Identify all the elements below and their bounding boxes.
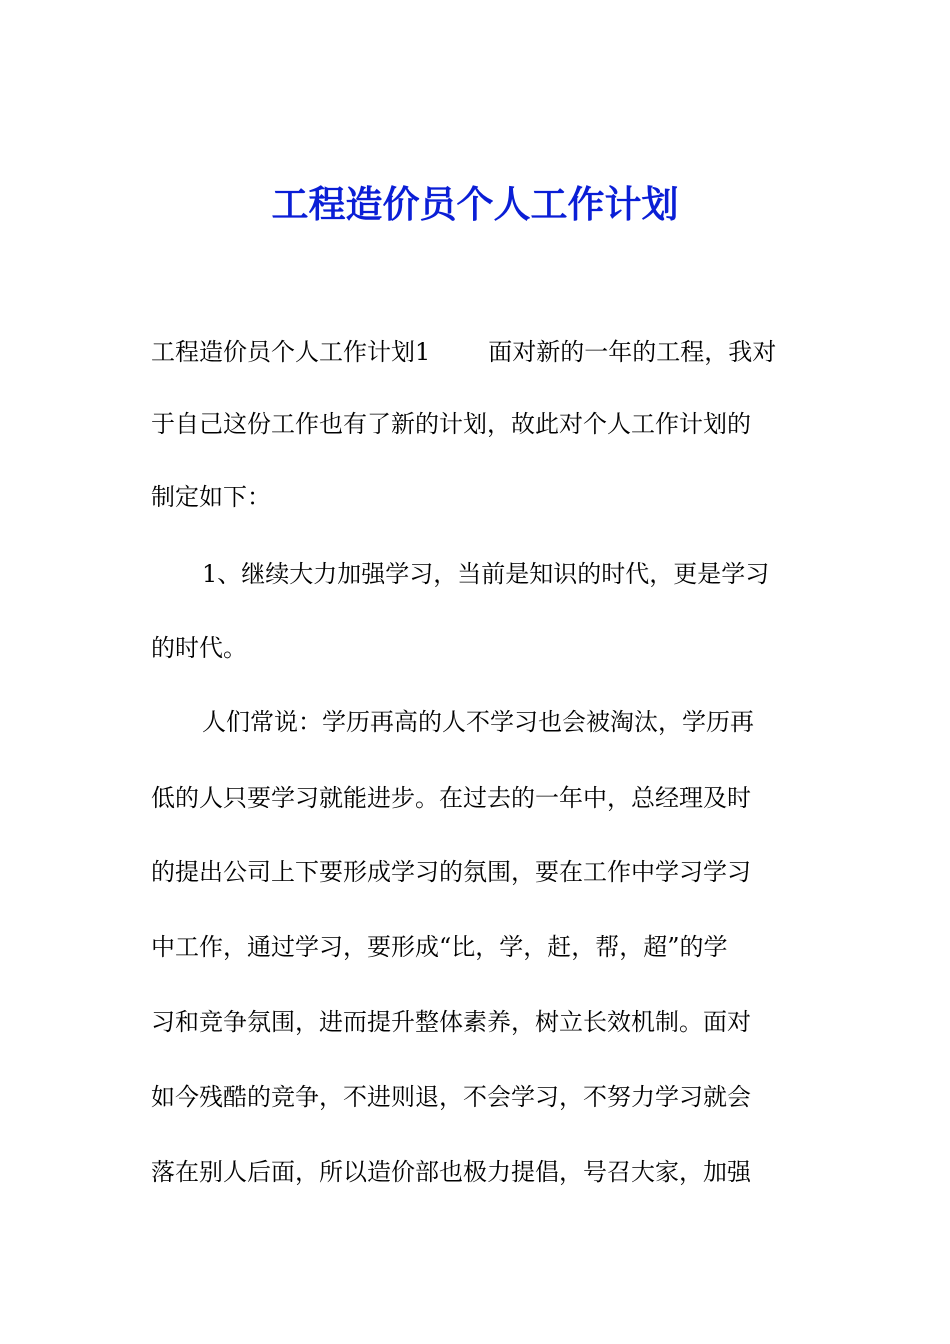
section-heading: 工程造价员个人工作计划1 (151, 338, 431, 366)
paragraph-line: 低的人只要学习就能进步。在过去的一年中，总经理及时 (151, 784, 751, 812)
paragraph-line: 的提出公司上下要形成学习的氛围，要在工作中学习学习 (151, 858, 751, 886)
paragraph-line: 1、继续大力加强学习，当前是知识的时代，更是学习 (202, 560, 770, 588)
paragraph-line: 落在别人后面，所以造价部也极力提倡，号召大家，加强 (151, 1158, 751, 1186)
paragraph-line: 的时代。 (151, 634, 247, 662)
paragraph-line: 习和竞争氛围，进而提升整体素养，树立长效机制。面对 (151, 1008, 751, 1036)
paragraph-line: 中工作，通过学习，要形成“比，学，赶，帮，超”的学 (151, 933, 728, 961)
paragraph-line: 人们常说：学历再高的人不学习也会被淘汰，学历再 (202, 708, 754, 736)
paragraph-line: 于自己这份工作也有了新的计划，故此对个人工作计划的 (151, 410, 751, 438)
line-text: 面对新的一年的工程，我对 (488, 338, 777, 366)
paragraph-line (151, 334, 776, 370)
document-title: 工程造价员个人工作计划 (271, 182, 679, 226)
paragraph-line: 制定如下： (151, 483, 271, 511)
paragraph-line: 如今残酷的竞争，不进则退，不会学习，不努力学习就会 (151, 1083, 751, 1111)
